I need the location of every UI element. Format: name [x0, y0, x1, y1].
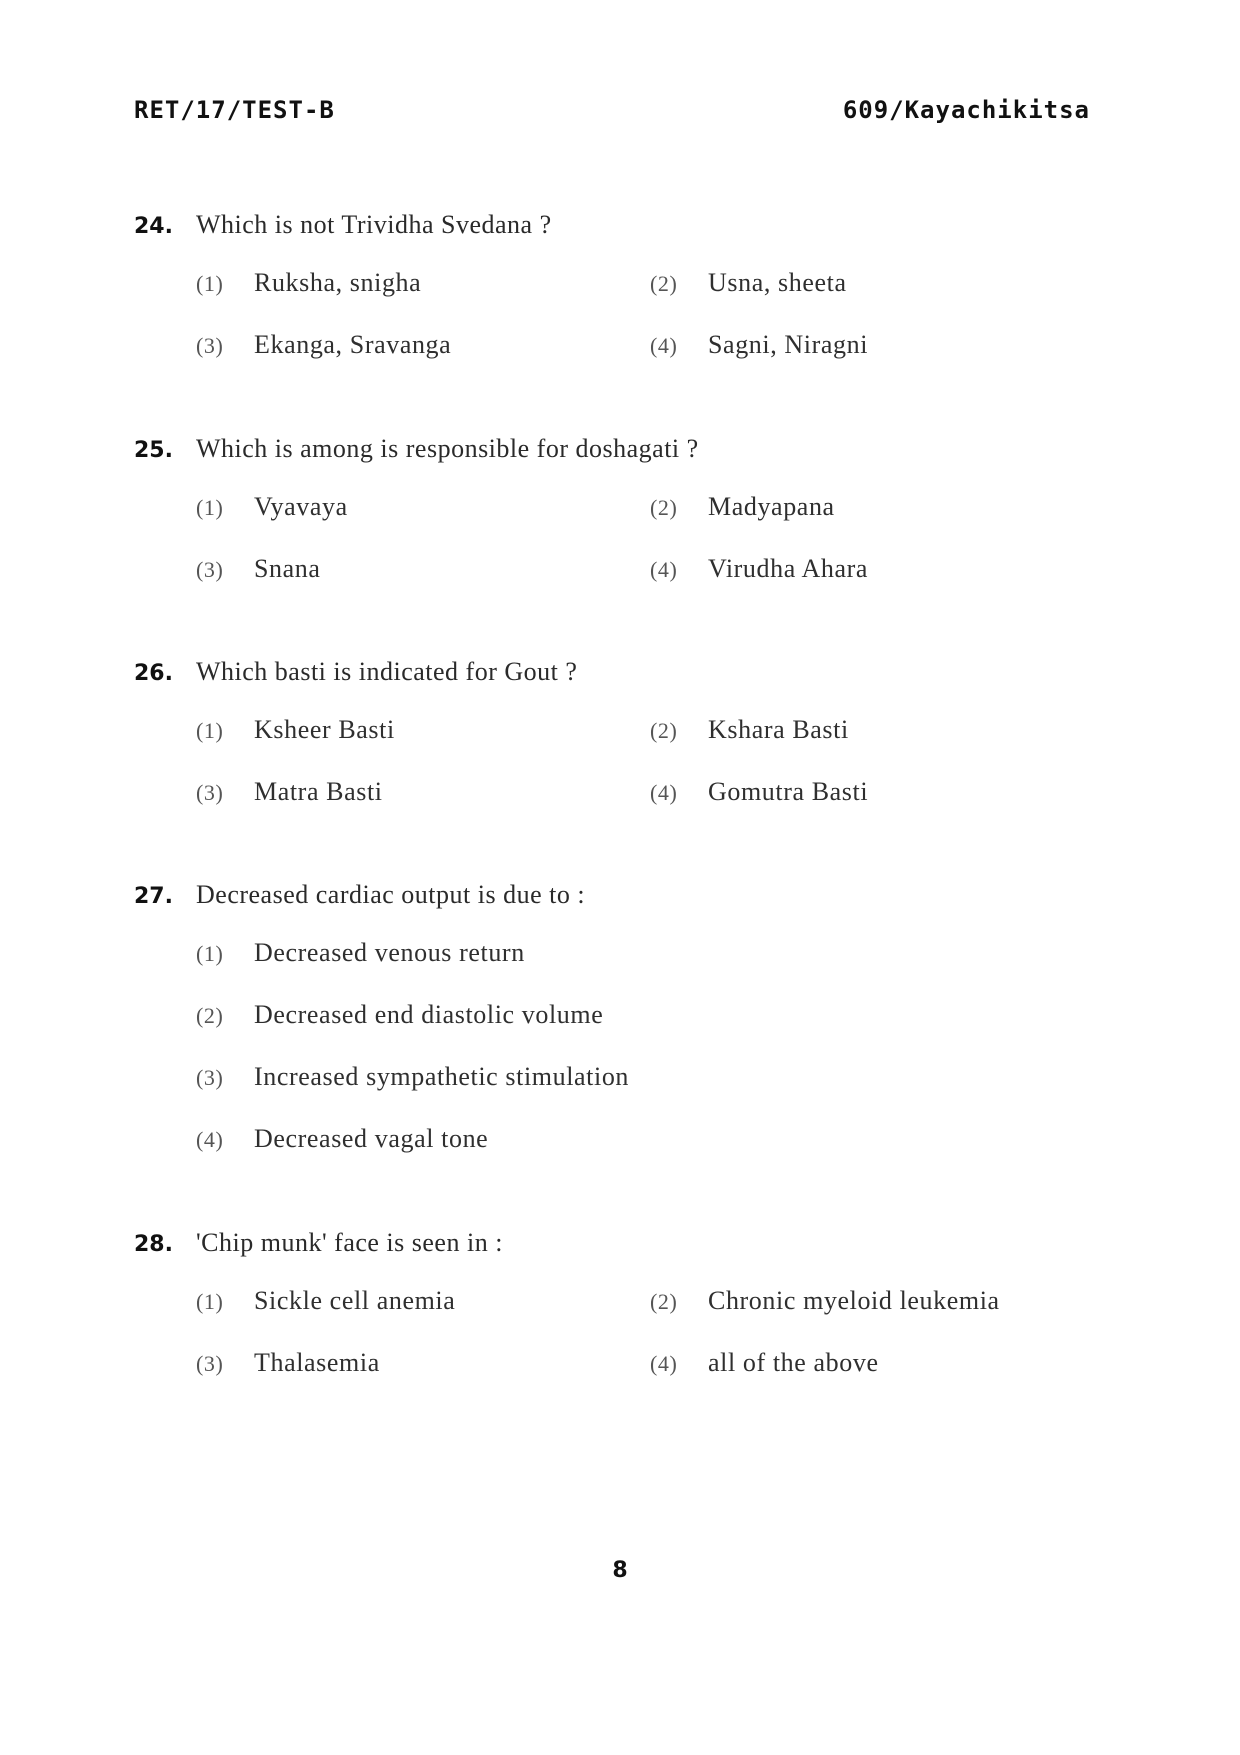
option-text: Vyavaya [254, 492, 348, 521]
options-row [196, 1000, 1114, 1062]
question-26 [134, 657, 1114, 839]
option-3 [196, 330, 451, 360]
option-text: Sagni, Niragni [708, 330, 869, 359]
option-text: Chronic myeloid leukemia [708, 1286, 1000, 1315]
question-text: Which is not Trividha Svedana ? [196, 210, 552, 239]
option-text: Usna, sheeta [708, 268, 847, 297]
option-number: (1) [196, 941, 224, 966]
options-row [196, 554, 1114, 616]
option-1 [196, 1286, 455, 1316]
question-stem [134, 880, 1114, 920]
option-text: Ruksha, snigha [254, 268, 422, 297]
option-text: Decreased end diastolic volume [254, 1000, 604, 1029]
option-4 [650, 554, 868, 584]
option-number: (3) [196, 557, 224, 582]
question-24 [134, 210, 1114, 392]
question-text: 'Chip munk' face is seen in : [196, 1228, 503, 1257]
question-text: Which basti is indicated for Gout ? [196, 657, 578, 686]
option-number: (1) [196, 1289, 224, 1314]
options-row [196, 492, 1114, 554]
option-1 [196, 492, 348, 522]
options-row [196, 938, 1114, 1000]
option-number: (1) [196, 495, 224, 520]
question-stem [134, 434, 1114, 474]
question-text: Which is among is responsible for doshagati ? [196, 434, 699, 463]
option-text: Sickle cell anemia [254, 1286, 456, 1315]
option-number: (1) [196, 271, 224, 296]
option-text: Virudha Ahara [708, 554, 869, 583]
option-2 [650, 1286, 1000, 1316]
question-stem [134, 657, 1114, 697]
option-text: Ekanga, Sravanga [254, 330, 452, 359]
question-stem [134, 1228, 1114, 1268]
option-text: Snana [254, 554, 321, 583]
option-3 [196, 1062, 629, 1092]
options-grid [196, 268, 1114, 392]
option-number: (2) [650, 718, 678, 743]
options-list [196, 938, 1114, 1186]
option-text: Increased sympathetic stimulation [254, 1062, 630, 1091]
question-text: Decreased cardiac output is due to : [196, 880, 586, 909]
options-grid [196, 1286, 1114, 1410]
options-row [196, 1062, 1114, 1124]
option-4 [650, 330, 868, 360]
option-number: (2) [650, 495, 678, 520]
options-row [196, 777, 1114, 839]
option-number: (3) [196, 333, 224, 358]
question-number: 24. [134, 214, 173, 239]
option-1 [196, 268, 421, 298]
option-2 [650, 715, 849, 745]
option-number: (2) [196, 1003, 224, 1028]
question-number: 28. [134, 1232, 173, 1257]
question-28 [134, 1228, 1114, 1410]
option-text: Kshara Basti [708, 715, 849, 744]
options-row [196, 1286, 1114, 1348]
option-2 [196, 1000, 603, 1030]
option-number: (2) [650, 1289, 678, 1314]
option-text: Decreased venous return [254, 938, 525, 967]
option-text: all of the above [708, 1348, 879, 1377]
option-4 [650, 1348, 879, 1378]
options-row [196, 268, 1114, 330]
option-text: Madyapana [708, 492, 835, 521]
question-number: 26. [134, 661, 173, 686]
option-number: (4) [196, 1127, 224, 1152]
options-row [196, 1124, 1114, 1186]
question-number: 27. [134, 884, 173, 909]
options-grid [196, 715, 1114, 839]
option-number: (1) [196, 718, 224, 743]
option-3 [196, 777, 383, 807]
option-3 [196, 1348, 380, 1378]
question-stem [134, 210, 1114, 250]
option-1 [196, 938, 525, 968]
option-number: (4) [650, 1351, 678, 1376]
options-row [196, 715, 1114, 777]
option-number: (3) [196, 1351, 224, 1376]
option-4 [650, 777, 868, 807]
question-25 [134, 434, 1114, 616]
option-number: (3) [196, 780, 224, 805]
option-number: (4) [650, 557, 678, 582]
option-text: Thalasemia [254, 1348, 380, 1377]
exam-code: RET/17/TEST-B [134, 96, 335, 124]
option-number: (3) [196, 1065, 224, 1090]
option-text: Gomutra Basti [708, 777, 869, 806]
option-number: (2) [650, 271, 678, 296]
option-number: (4) [650, 333, 678, 358]
option-2 [650, 268, 847, 298]
option-text: Matra Basti [254, 777, 383, 806]
question-27 [134, 880, 1114, 1186]
option-1 [196, 715, 395, 745]
question-number: 25. [134, 438, 173, 463]
subject-code: 609/Kayachikitsa [842, 96, 1090, 124]
option-text: Ksheer Basti [254, 715, 395, 744]
option-4 [196, 1124, 488, 1154]
options-row [196, 330, 1114, 392]
page-number: 8 [612, 1558, 628, 1583]
option-2 [650, 492, 835, 522]
options-grid [196, 492, 1114, 616]
option-number: (4) [650, 780, 678, 805]
option-3 [196, 554, 321, 584]
option-text: Decreased vagal tone [254, 1124, 489, 1153]
options-row [196, 1348, 1114, 1410]
